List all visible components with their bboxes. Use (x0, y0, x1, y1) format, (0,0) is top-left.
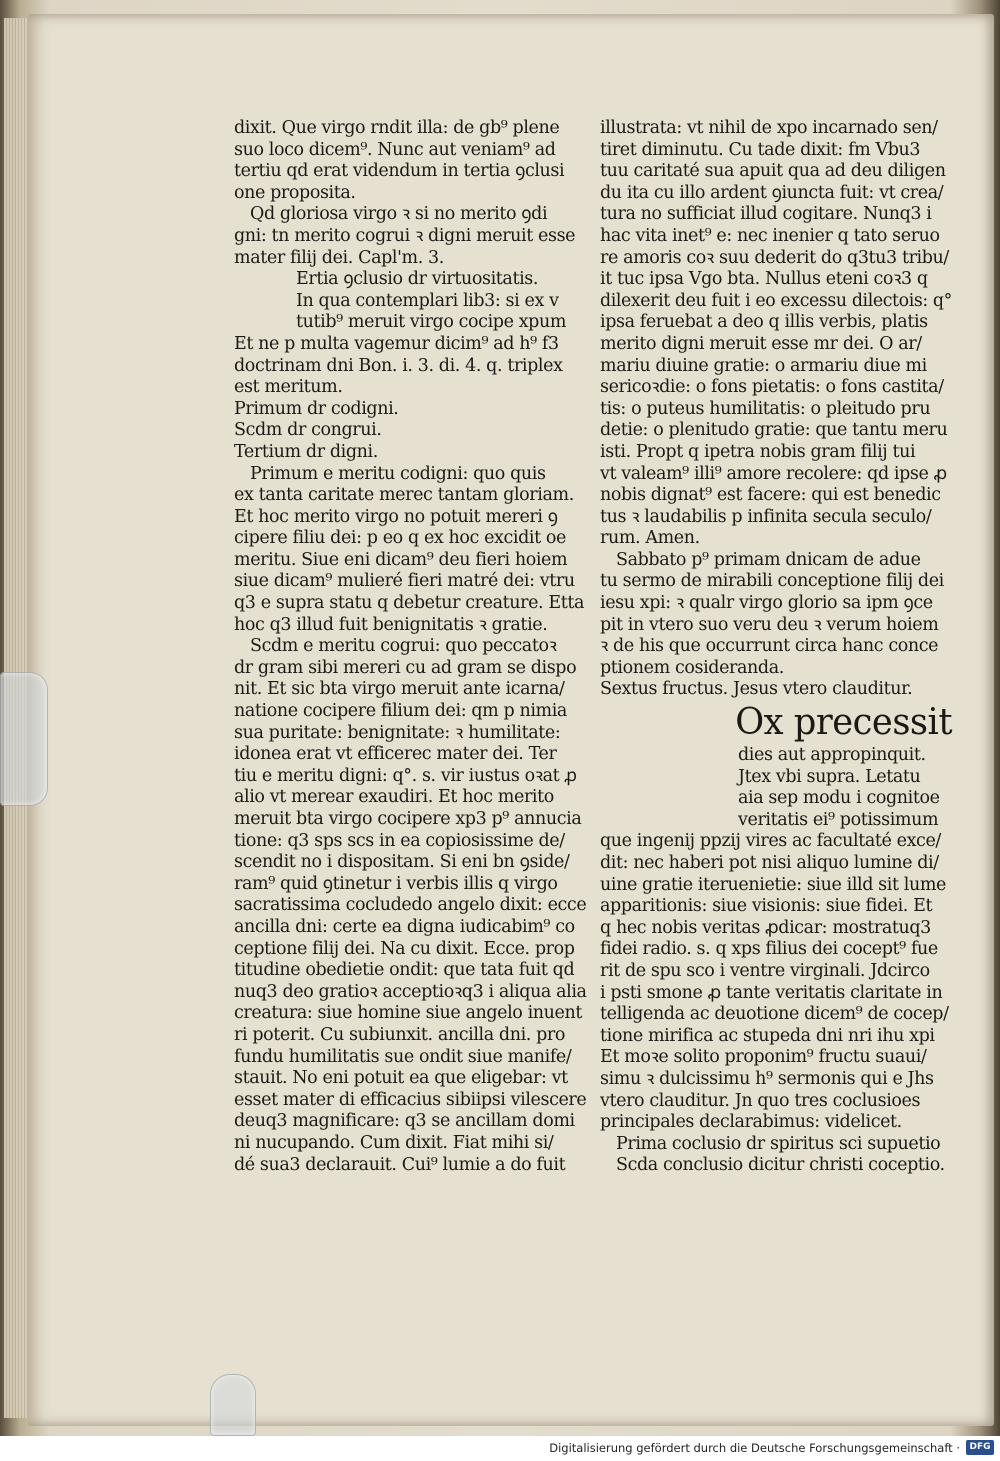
line-text: illustrata: vt nihil de xpo incarnado sen/ (600, 118, 938, 138)
text-line (234, 528, 602, 550)
line-text: Et moꝛe solito proponim⁹ fructu suaui/ (600, 1047, 927, 1068)
line-text: doctrinam dni Bon. i. 3. di. 4. q. triplex (234, 355, 563, 376)
line-text: idonea erat vt efficerec mater dei. Ter (234, 744, 557, 765)
text-line (234, 269, 602, 291)
text-line (600, 377, 952, 399)
line-text: Scdm dr congrui. (234, 420, 382, 441)
text-line (600, 831, 952, 853)
text-line (234, 571, 602, 593)
text-line (600, 528, 952, 550)
line-text: tiret diminutu. Cu tade dixit: fm Vbu3 (600, 139, 921, 160)
text-line (600, 118, 952, 140)
line-text: pit in vtero suo veru deu ꝛ verum hoiem (600, 614, 939, 635)
line-text: aia sep modu i cognitoe (738, 788, 940, 809)
text-line (234, 831, 602, 853)
text-line (600, 183, 952, 205)
line-text: q3 e supra statu q debetur creature. Etta (234, 593, 585, 614)
line-text: mariu diuine gratie: o armariu diue mi (600, 355, 927, 376)
line-text: dies aut appropinquit. (738, 745, 926, 766)
text-line (234, 312, 602, 334)
line-text: siue dicam⁹ mulieré fieri matré dei: vtru (234, 571, 575, 592)
text-line (600, 918, 952, 940)
text-line (234, 1090, 602, 1112)
text-line (600, 745, 952, 767)
text-line (234, 334, 602, 356)
line-text: titudine obedietie ondit: que tata fuit qd (234, 960, 575, 981)
text-line (234, 982, 602, 1004)
line-text: alio vt merear exaudiri. Et hoc merito (234, 787, 554, 808)
text-line (600, 939, 952, 961)
line-text: Primum dr codigni. (234, 398, 399, 419)
funding-notice: Digitalisierung gefördert durch die Deutsche Forschungsgemeinschaft · (549, 1441, 960, 1455)
line-text: Scda conclusio dicitur christi coceptio. (616, 1155, 945, 1176)
text-line (234, 420, 602, 442)
line-text: one proposita. (234, 182, 356, 203)
text-line (600, 571, 952, 593)
text-line (234, 550, 602, 572)
line-text: hoc q3 illud fuit benignitatis ꝛ gratie. (234, 614, 548, 635)
text-line (234, 1155, 602, 1177)
text-line (234, 852, 602, 874)
line-text: fidei radio. s. q xps filius dei cocept⁹ fue (600, 939, 938, 960)
initial-heading: Ox precessit (735, 702, 953, 744)
text-line (234, 1025, 602, 1047)
line-text: tuu caritaté sua apuit qua ad deu diligen (600, 161, 946, 182)
line-text: ni nucupando. Cum dixit. Fiat mihi si/ (234, 1132, 554, 1153)
text-line (234, 1111, 602, 1133)
line-text: isti. Propt q ipetra nobis gram filij tui (600, 441, 916, 462)
line-text: Sabbato p⁹ primam dnicam de adue (616, 549, 921, 570)
text-line (234, 723, 602, 745)
line-text: nobis dignat⁹ est facere: qui est benedic (600, 485, 941, 506)
text-line (234, 658, 602, 680)
line-text: natione cocipere filium dei: qm p nimia (234, 701, 567, 722)
line-text: tus ꝛ laudabilis p infinita secula seculo/ (600, 506, 932, 527)
text-line (600, 226, 952, 248)
text-line (600, 788, 952, 810)
text-line (234, 593, 602, 615)
line-text: gni: tn merito cogrui ꝛ digni meruit esse (234, 225, 576, 246)
line-text: telligenda ac deuotione dicem⁹ de cocep/ (600, 1004, 949, 1025)
line-text: Et ne p multa vagemur dicim⁹ ad h⁹ f3 (234, 333, 559, 354)
text-line (234, 140, 602, 162)
line-text: sua puritate: benignitate: ꝛ humilitate: (234, 722, 561, 743)
text-line (234, 787, 602, 809)
line-text: fundu humilitatis sue ondit siue manife/ (234, 1046, 572, 1067)
text-line (600, 1026, 952, 1048)
line-text: rit de spu sco i ventre virginali. Jdcirco (600, 960, 930, 981)
text-line (600, 204, 952, 226)
line-text: ancilla dni: certe ea digna iudicabim⁹ co (234, 916, 575, 937)
line-text: dit: nec haberi pot nisi aliquo lumine di/ (600, 853, 939, 873)
line-text: Tertium dr digni. (234, 441, 378, 462)
line-text: vtero clauditur. Jn quo tres coclusioes (600, 1090, 921, 1111)
line-text: ri poterit. Cu subiunxit. ancilla dni. pro (234, 1024, 566, 1045)
line-text: esset mater di efficacius sibiipsi vilescere (234, 1089, 587, 1110)
line-text: it tuc ipsa Vgo bta. Nullus eteni coꝛ3 q (600, 269, 928, 290)
text-line (600, 853, 952, 875)
text-line (600, 485, 952, 507)
text-line (600, 420, 952, 442)
text-line (600, 290, 952, 313)
text-line (234, 442, 602, 464)
line-text: tione: q3 sps scs in ea copiosissime de/ (234, 830, 565, 851)
text-line (234, 809, 602, 831)
text-line (600, 140, 952, 162)
line-text: dé sua3 declarauit. Cui⁹ lumie a do fuit (234, 1154, 566, 1175)
text-line (600, 636, 952, 658)
text-line (600, 1112, 952, 1134)
line-text: suo loco dicem⁹. Nunc aut veniam⁹ ad (234, 139, 556, 160)
text-line (600, 464, 952, 486)
line-text: ex tanta caritate merec tantam gloriam. (234, 485, 574, 506)
text-line (600, 810, 952, 832)
line-text: ꝛ de his que occurrunt circa hanc conce (600, 636, 939, 657)
line-text: Scdm e meritu cogrui: quo peccatoꝛ (250, 636, 557, 657)
text-line (600, 442, 952, 464)
text-line (234, 895, 602, 917)
line-text: tertiu qd erat videndum in tertia ꝯclusi (234, 161, 565, 182)
text-line (234, 226, 602, 248)
line-text: ptionem cosideranda. (600, 657, 784, 678)
text-line (234, 291, 602, 313)
text-line (600, 896, 952, 918)
text-line (234, 615, 602, 637)
line-text: ipsa feruebat a deo q illis verbis, platis (600, 312, 928, 333)
line-text: dilexerit deu fuit i eo excessu dilectois: q° (600, 290, 952, 311)
text-line (600, 875, 952, 897)
line-text: i psti smone ꝓ tante veritatis claritate in (600, 982, 943, 1003)
line-text: detie: o plenitudo gratie: que tantu meru (600, 420, 948, 441)
line-text: tutib⁹ meruit virgo cocipe xpum (296, 312, 567, 333)
line-text: iesu xpi: ꝛ qualr virgo glorio sa ipm ꝯce (600, 593, 933, 614)
glass-clip-bottom (210, 1374, 256, 1436)
line-text: hac vita inet⁹ e: nec inenier q tato seruo (600, 225, 940, 246)
text-line (600, 1047, 952, 1069)
text-line (600, 767, 952, 789)
text-line (234, 939, 602, 961)
text-line (234, 1003, 602, 1025)
line-text: tiu e meritu digni: q°. s. vir iustus oꝛat ꝓ (234, 765, 577, 786)
line-text: Primum e meritu codigni: quo quis (250, 463, 546, 484)
text-line (234, 636, 602, 658)
text-line (234, 183, 602, 205)
line-text: scendit no i dispositam. Si eni bn ꝯside/ (234, 852, 570, 873)
text-line (600, 615, 952, 637)
line-text: tione mirifica ac stupeda dni nri ihu xpi (600, 1025, 935, 1046)
line-text: uine gratie iteruenietie: siue illd sit lume (600, 874, 946, 895)
line-text: tu sermo de mirabili conceptione filij dei (600, 571, 944, 592)
line-text: deuq3 magnificare: q3 se ancillam domi (234, 1111, 575, 1132)
line-text: apparitionis: siue visionis: siue fidei. Et (600, 896, 933, 917)
text-line (600, 161, 952, 183)
line-text: dixit. Que virgo rndit illa: de gb⁹ plene (234, 118, 560, 138)
text-line (600, 1004, 952, 1026)
text-line (600, 334, 952, 356)
text-line (600, 1155, 952, 1177)
dfg-logo: DFG (966, 1440, 994, 1455)
text-line (600, 701, 953, 745)
text-line (234, 118, 602, 140)
line-text: que ingenij ppzij vires ac facultaté exce/ (600, 831, 941, 852)
text-line (234, 485, 602, 507)
text-line (234, 1068, 602, 1090)
text-line (234, 356, 602, 378)
line-text: ram⁹ quid ꝯtinetur i verbis illis q virgo (234, 873, 558, 894)
line-text: mater filij dei. Capl'm. 3. (234, 247, 444, 268)
line-text: sericoꝛdie: o fons pietatis: o fons castita/ (600, 377, 944, 398)
text-line (600, 1134, 952, 1156)
line-text: In qua contemplari lib3: si ex v (296, 290, 559, 311)
line-text: Sextus fructus. Jesus vtero clauditur. (600, 679, 913, 700)
text-line (600, 269, 952, 291)
line-text: veritatis ei⁹ potissimum (738, 809, 939, 830)
line-text: simu ꝛ dulcissimu h⁹ sermonis qui e Jhs (600, 1068, 934, 1089)
text-line (234, 464, 602, 486)
text-line (600, 356, 952, 378)
text-line (234, 874, 602, 896)
line-text: ceptione filij dei. Na cu dixit. Ecce. prop (234, 938, 575, 959)
text-line (600, 961, 952, 983)
text-line (234, 766, 602, 788)
line-text: est meritum. (234, 377, 343, 398)
line-text: tura no sufficiat illud cogitare. Nunq3 i (600, 204, 932, 225)
line-text: Et hoc merito virgo no potuit mereri ꝯ (234, 506, 558, 527)
line-text: meruit bta virgo cocipere xp3 p⁹ annucia (234, 809, 582, 829)
text-line (600, 550, 952, 572)
footer-bar (0, 1436, 1000, 1461)
line-text: principales declarabimus: videlicet. (600, 1112, 902, 1133)
text-line (600, 593, 952, 615)
text-line (234, 161, 602, 183)
line-text: q hec nobis veritas ꝓdicar: mostratuq3 (600, 917, 931, 938)
line-text: merito digni meruit esse mr dei. O ar/ (600, 333, 922, 354)
text-line (234, 507, 602, 529)
text-line (234, 701, 602, 723)
line-text: rum. Amen. (600, 528, 700, 549)
text-line (234, 744, 602, 766)
text-line (234, 960, 602, 982)
text-line (600, 399, 952, 421)
right-text-column (600, 118, 952, 1177)
text-line (600, 312, 952, 334)
text-line (600, 983, 952, 1005)
line-text: nit. Et sic bta virgo meruit ante icarna/ (234, 679, 565, 700)
text-line (600, 248, 952, 270)
line-text: Jtex vbi supra. Letatu (738, 766, 921, 787)
line-text: nuq3 deo gratioꝛ acceptioꝛq3 i aliqua alia (234, 981, 587, 1002)
line-text: meritu. Siue eni dicam⁹ deu fieri hoiem (234, 549, 568, 570)
line-text: dr gram sibi mereri cu ad gram se dispo (234, 657, 577, 678)
line-text: vt valeam⁹ illi⁹ amore recolere: qd ipse ꝓ (600, 463, 947, 484)
text-line (234, 377, 602, 399)
text-line (234, 204, 602, 226)
line-text: re amoris coꝛ suu dederit do q3tu3 tribu/ (600, 247, 949, 268)
line-text: stauit. No eni potuit ea que eligebar: vt (234, 1068, 568, 1089)
line-text: creatura: siue homine siue angelo inuent (234, 1003, 582, 1024)
text-line (234, 1133, 602, 1155)
text-line (234, 917, 602, 939)
text-line (234, 1047, 602, 1069)
text-line (600, 658, 952, 680)
left-text-column (234, 118, 602, 1176)
text-line (600, 679, 952, 701)
text-line (600, 507, 952, 529)
text-line (234, 248, 602, 270)
line-text: cipere filiu dei: p eo q ex hoc excidit oe (234, 528, 567, 549)
text-line (600, 1091, 952, 1113)
text-line (600, 1069, 952, 1091)
glass-clip-left (0, 672, 48, 806)
line-text: Ertia ꝯclusio dr virtuositatis. (296, 269, 539, 290)
text-line (234, 679, 602, 701)
line-text: Qd gloriosa virgo ꝛ si no merito ꝯdi (250, 204, 548, 225)
line-text: du ita cu illo ardent ꝯiuncta fuit: vt crea/ (600, 182, 944, 203)
line-text: tis: o puteus humilitatis: o pleitudo pru (600, 398, 931, 419)
text-line (234, 399, 602, 421)
line-text: Prima coclusio dr spiritus sci supuetio (616, 1133, 941, 1154)
line-text: sacratissima cocludedo angelo dixit: ecce (234, 895, 587, 916)
